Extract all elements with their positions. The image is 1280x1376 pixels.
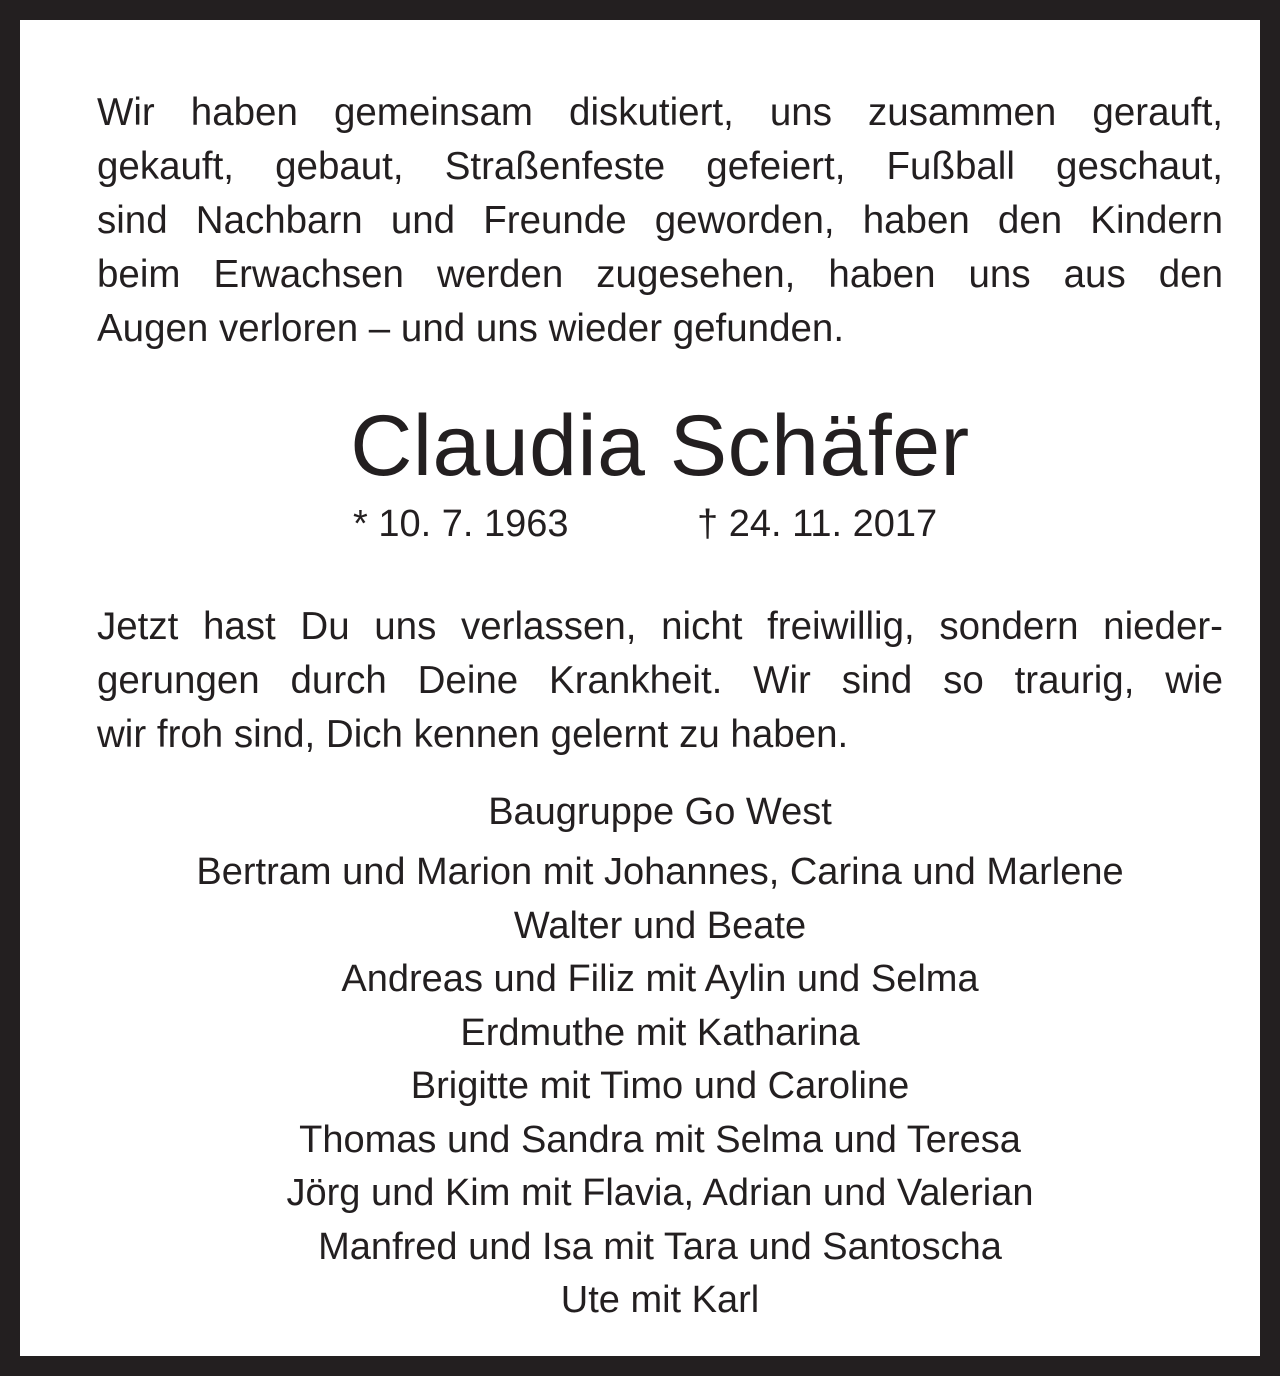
death-date: † 24. 11. 2017 bbox=[697, 503, 938, 545]
intro-line: Augen verloren – und uns wieder gefunden. bbox=[97, 307, 845, 350]
signer-list bbox=[97, 846, 1223, 1328]
farewell-line: gerungen durch Deine Krankheit. Wir sind so traurig, wie bbox=[97, 659, 1223, 702]
intro-line: gekauft, gebaut, Straßenfeste gefeiert, Fußball geschaut, bbox=[97, 145, 1223, 188]
signer-line: Bertram und Marion mit Johannes, Carina und Marlene bbox=[196, 851, 1124, 893]
signer-line: Thomas und Sandra mit Selma und Teresa bbox=[299, 1118, 1021, 1161]
signer-line: Manfred und Isa mit Tara und Santoscha bbox=[318, 1225, 1002, 1268]
life-dates bbox=[97, 498, 1223, 550]
signer-line: Andreas und Filiz mit Aylin und Selma bbox=[341, 958, 979, 1000]
deceased-name: Claudia Schäfer bbox=[350, 398, 970, 494]
signer-line: Erdmuthe mit Katharina bbox=[460, 1011, 860, 1054]
intro-line: beim Erwachsen werden zugesehen, haben uns aus den bbox=[97, 253, 1223, 296]
farewell-line: Jetzt hast Du uns verlassen, nicht freiwillig, sondern nieder- bbox=[97, 605, 1223, 648]
signers-block bbox=[97, 784, 1223, 1328]
farewell-line: wir froh sind, Dich kennen gelernt zu haben. bbox=[97, 713, 849, 756]
intro-line: sind Nachbarn und Freunde geworden, haben den Kindern bbox=[97, 199, 1223, 242]
obituary-notice bbox=[97, 86, 1223, 1328]
signer-line: Ute mit Karl bbox=[560, 1279, 760, 1321]
intro-line: Wir haben gemeinsam diskutiert, uns zusammen gerauft, bbox=[97, 91, 1223, 134]
group-name: Baugruppe Go West bbox=[488, 791, 832, 833]
birth-date: * 10. 7. 1963 bbox=[353, 503, 569, 545]
farewell-paragraph bbox=[97, 600, 1223, 762]
signer-line: Brigitte mit Timo und Caroline bbox=[410, 1065, 910, 1107]
intro-paragraph bbox=[97, 86, 1223, 356]
signer-line: Jörg und Kim mit Flavia, Adrian und Valerian bbox=[286, 1172, 1034, 1214]
signer-line: Walter und Beate bbox=[513, 904, 807, 947]
